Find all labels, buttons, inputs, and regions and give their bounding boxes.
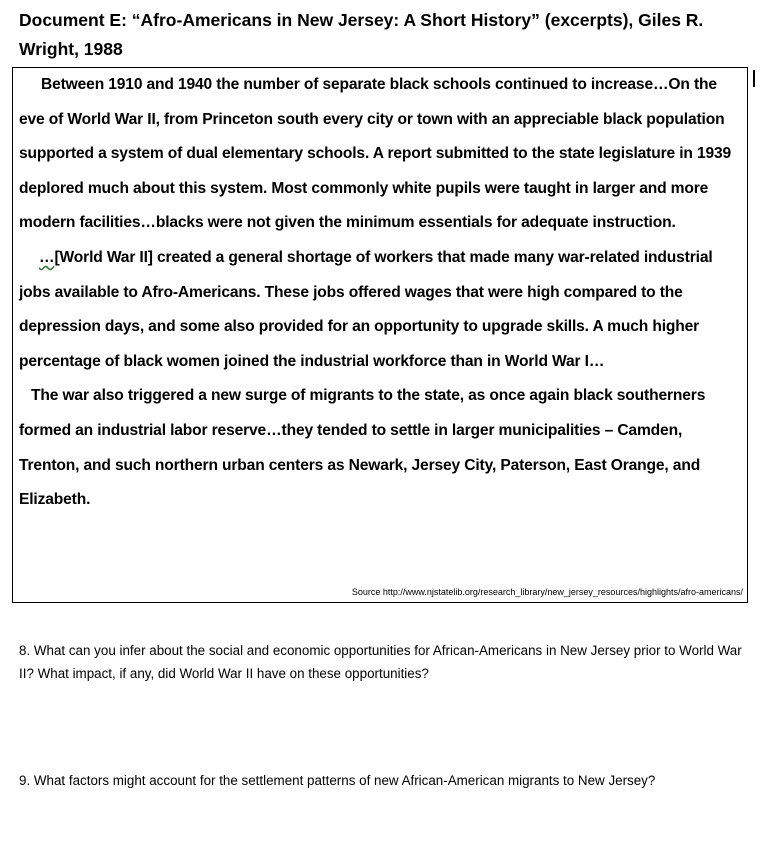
excerpt-paragraph-1: Between 1910 and 1940 the number of separate black schools continued to increase…On the eve of World War II, from Princeton south every city or town with an appreciable black population supported a system of dual elementary schools. A report submitted to the state legislature in 1939 deplored much about this system. Most commonly white pupils were taught in larger and more modern facilities…blacks were not given the minimum essentials for adequate instruction.	[19, 76, 732, 232]
excerpt-paragraph-2-text: [World War II] created a general shortage of workers that made many war-related industrial jobs available to Afro-Americans. These jobs offered wages that were high compared to the depression days, and some also provided for an opportunity to upgrade skills. A much higher percentage of black women joined the industrial workforce than in World War I…	[19, 248, 713, 370]
text-cursor-mark	[753, 70, 755, 87]
spellcheck-ellipsis: …	[39, 248, 55, 266]
question-9: 9. What factors might account for the settlement patterns of new African-American migrants to New Jersey?	[19, 773, 656, 788]
excerpt-paragraph-3: The war also triggered a new surge of migrants to the state, as once again black southerners formed an industrial labor reserve…they tended to settle in larger municipalities – Camden, Trenton, and such northern urban centers as Newark, Jersey City, Paterson, East Orange, and Elizabeth.	[19, 387, 706, 509]
document-title: Document E: “Afro-Americans in New Jersey: A Short History” (excerpts), Giles R. Wright, 1988	[19, 10, 704, 59]
question-8: 8. What can you infer about the social and economic opportunities for African-Americans in New Jersey prior to World War II? What impact, if any, did World War II have on these opportunities?	[19, 643, 742, 681]
excerpt-paragraph-2	[19, 241, 743, 379]
excerpt-text	[19, 68, 743, 518]
source-citation: Source http://www.njstatelib.org/research_library/new_jersey_resources/highlights/afro-americans/	[351, 587, 743, 597]
excerpt-box	[12, 67, 748, 603]
